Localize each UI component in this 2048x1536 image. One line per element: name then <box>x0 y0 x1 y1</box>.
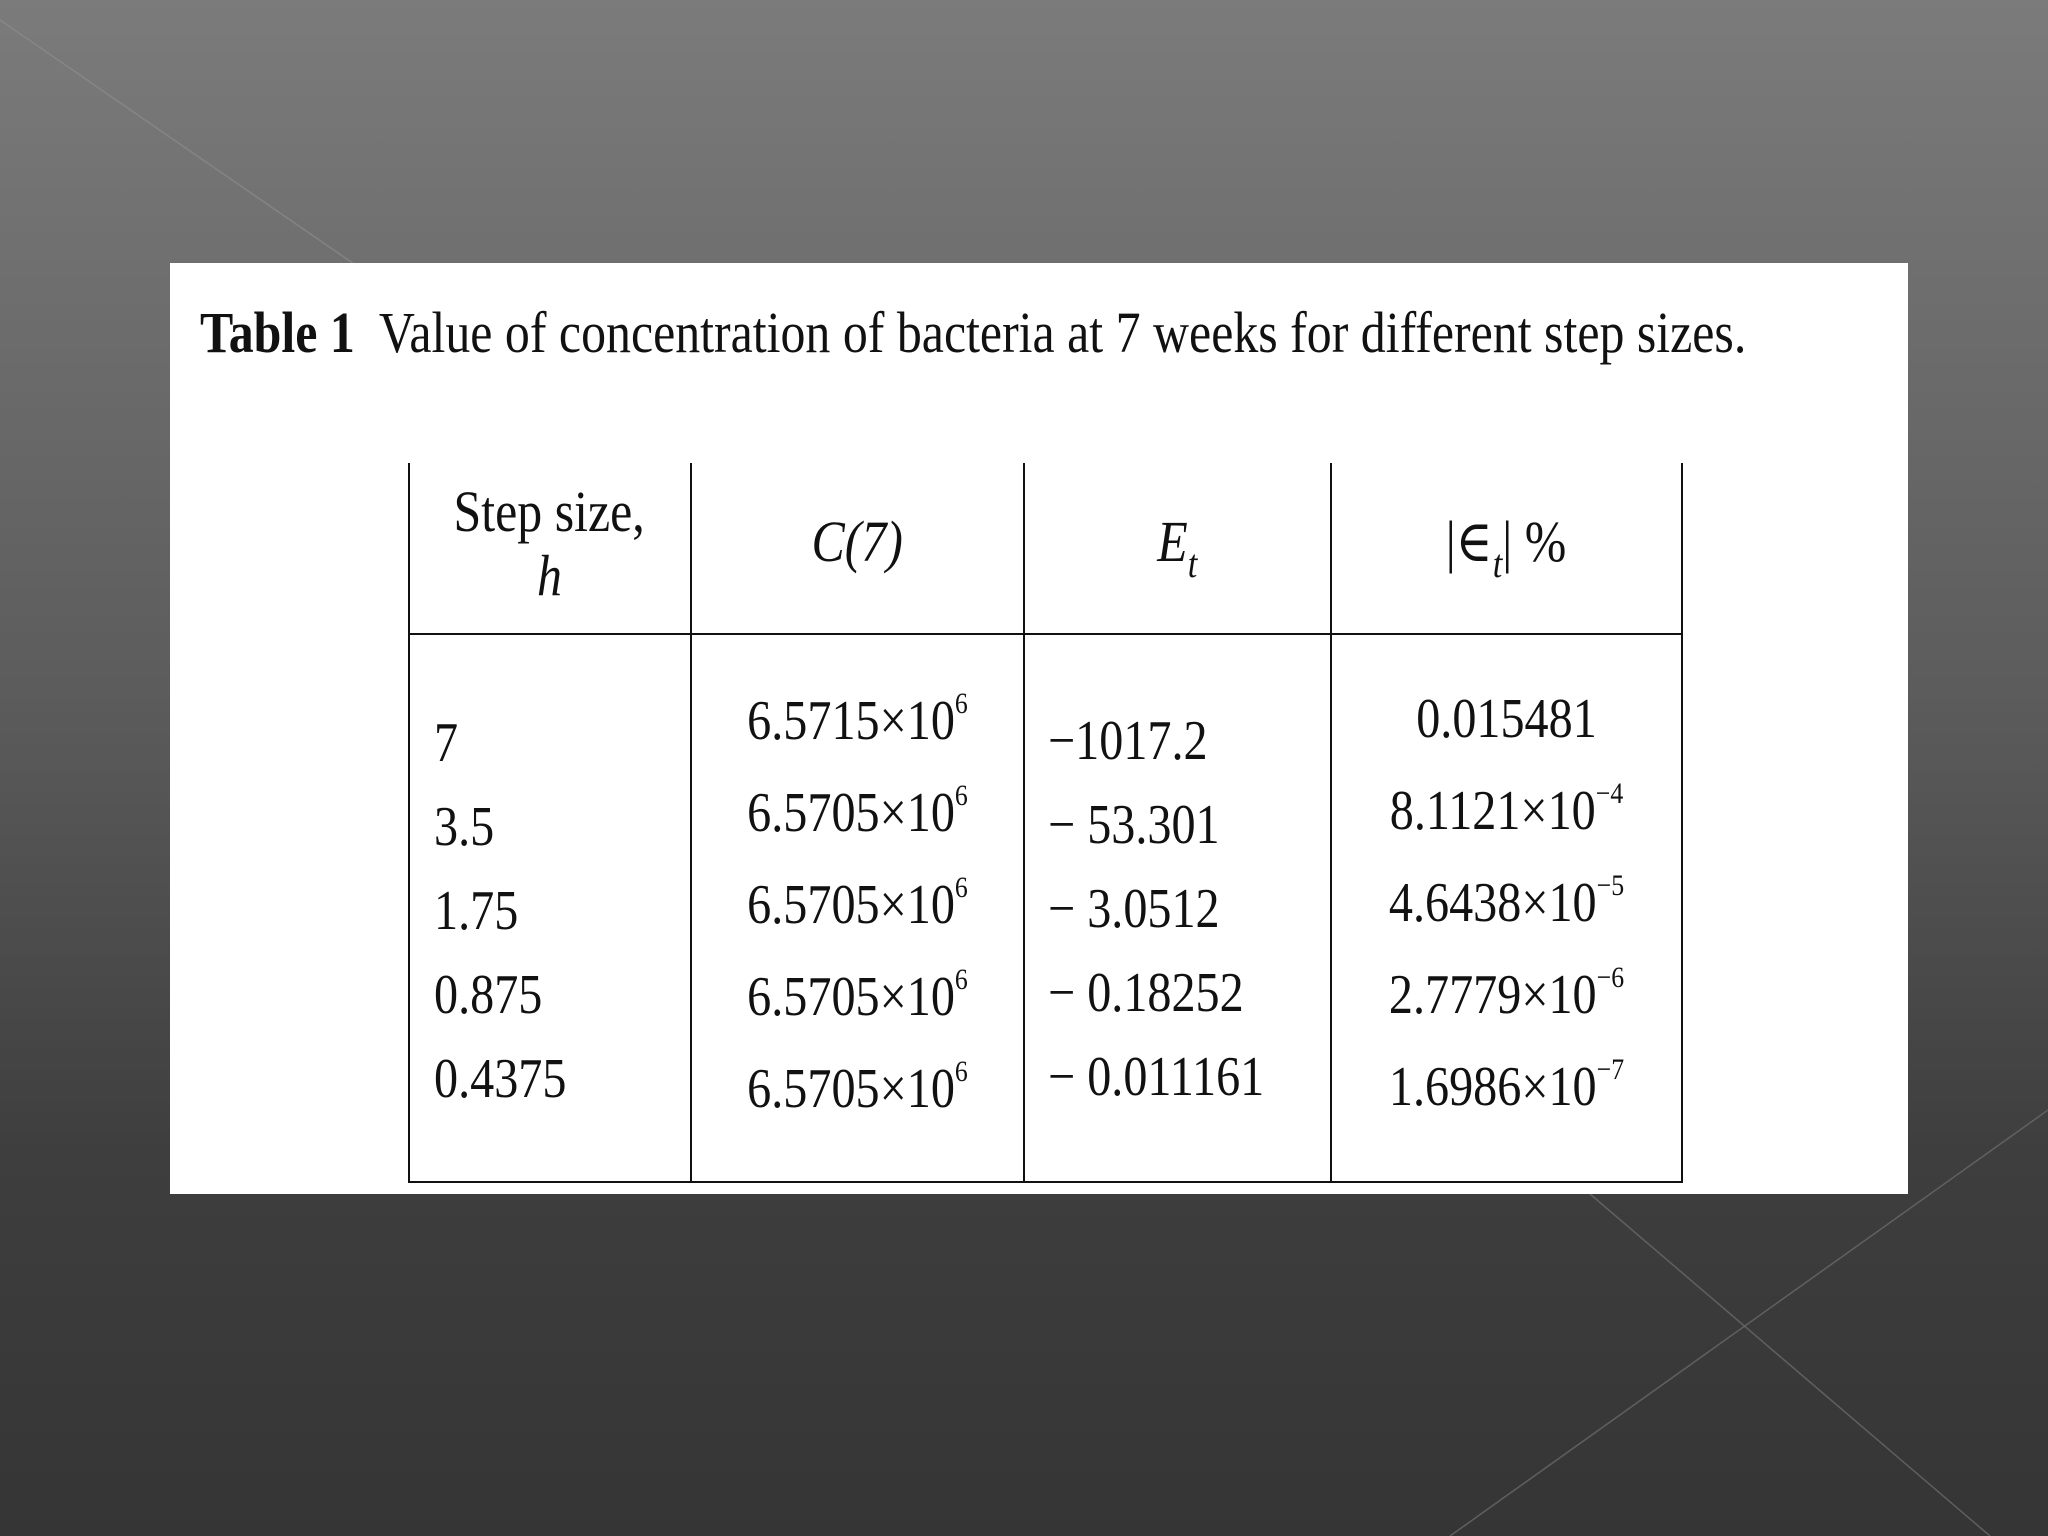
c7-value: $6.5705\times 10^6$ <box>747 1055 968 1120</box>
header-step-size: Step size, h <box>453 479 645 608</box>
data-table <box>408 463 1683 1183</box>
c7-value: $6.5715\times 10^6$ <box>747 687 968 752</box>
table-figure <box>170 263 1908 1194</box>
et-value: − 0.011161 <box>1048 1046 1265 1108</box>
header-c7: C(7) <box>811 509 904 574</box>
column-abs-rel-error <box>1332 463 1681 1183</box>
caption-text: Value of concentration of bacteria at 7 weeks for different step sizes. <box>378 300 1747 365</box>
column-et <box>1048 463 1328 1183</box>
c7-value: $6.5705\times 10^6$ <box>747 871 968 936</box>
c7-value: $6.5705\times 10^6$ <box>747 779 968 844</box>
column-c7 <box>692 463 1023 1183</box>
step-size-value: 3.5 <box>434 796 495 858</box>
table-divider-right <box>1681 463 1683 1183</box>
header-et: $E_t$ <box>1157 509 1198 586</box>
header-abs-rel-error: $|\in_t|$ % <box>1446 509 1567 586</box>
step-size-value: 0.4375 <box>434 1048 567 1110</box>
error-value: $2.7779\times 10^{-6}$ <box>1388 961 1625 1026</box>
et-value: − 53.301 <box>1048 794 1220 856</box>
et-value: − 3.0512 <box>1048 878 1220 940</box>
error-value: 0.015481 <box>1416 688 1597 750</box>
et-value: −1017.2 <box>1048 710 1208 772</box>
column-step-size <box>434 463 684 1183</box>
c7-value: $6.5705\times 10^6$ <box>747 963 968 1028</box>
error-value: $1.6986\times 10^{-7}$ <box>1388 1053 1625 1118</box>
caption-label: Table 1 <box>200 300 355 365</box>
step-size-value: 1.75 <box>434 880 519 942</box>
step-size-value: 7 <box>434 712 459 774</box>
error-value: $4.6438\times 10^{-5}$ <box>1388 869 1625 934</box>
table-caption <box>200 300 1747 365</box>
error-value: $8.1121\times 10^{-4}$ <box>1389 777 1624 842</box>
et-value: − 0.18252 <box>1048 962 1244 1024</box>
step-size-value: 0.875 <box>434 964 543 1026</box>
